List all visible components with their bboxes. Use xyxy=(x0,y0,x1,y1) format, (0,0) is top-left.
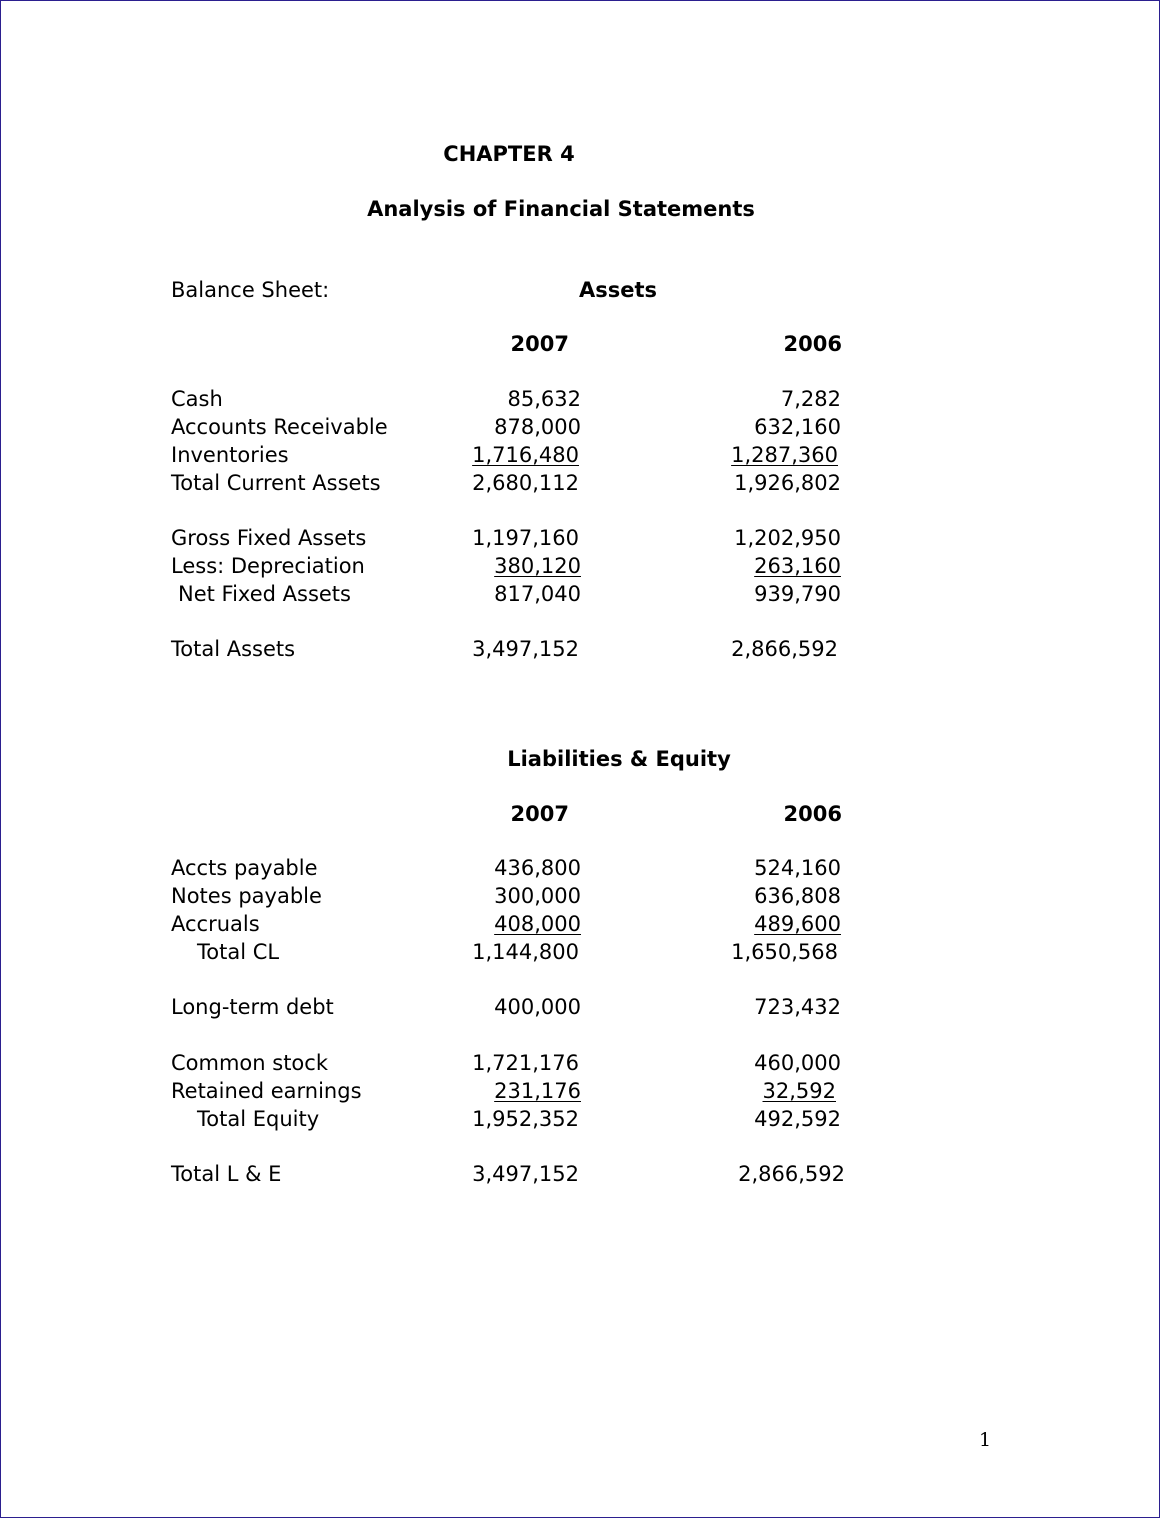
asset-value-2006: 263,160 xyxy=(754,554,841,578)
asset-label: Cash xyxy=(171,387,223,411)
liability-value-2007: 400,000 xyxy=(494,995,581,1019)
liability-value-2006: 489,600 xyxy=(754,912,841,936)
liability-label: Notes payable xyxy=(171,884,322,908)
liability-value-2007: 3,497,152 xyxy=(472,1162,579,1186)
liability-label: Accts payable xyxy=(171,856,318,880)
liabilities-year-2007: 2007 xyxy=(510,802,569,826)
page-number: 1 xyxy=(979,1429,992,1451)
asset-value-2007: 817,040 xyxy=(494,582,581,606)
liabilities-heading: Liabilities & Equity xyxy=(507,747,731,771)
asset-value-2006: 1,202,950 xyxy=(734,526,841,550)
asset-value-2007: 380,120 xyxy=(494,554,581,578)
asset-value-2006: 1,287,360 xyxy=(731,443,838,467)
liability-label: Total CL xyxy=(197,940,280,964)
liability-value-2006: 723,432 xyxy=(754,995,841,1019)
asset-value-2007: 3,497,152 xyxy=(472,637,579,661)
liability-value-2006: 636,808 xyxy=(754,884,841,908)
asset-label: Less: Depreciation xyxy=(171,554,365,578)
liability-value-2006: 32,592 xyxy=(762,1079,836,1103)
assets-year-2006: 2006 xyxy=(783,332,842,356)
asset-value-2006: 7,282 xyxy=(780,387,841,411)
page-title: Analysis of Financial Statements xyxy=(367,197,755,221)
asset-label: Gross Fixed Assets xyxy=(171,526,367,550)
asset-label: Accounts Receivable xyxy=(171,415,388,439)
liability-value-2007: 1,952,352 xyxy=(472,1107,579,1131)
assets-year-2007: 2007 xyxy=(510,332,569,356)
asset-value-2006: 1,926,802 xyxy=(734,471,841,495)
liability-value-2007: 408,000 xyxy=(494,912,581,936)
liability-value-2007: 1,144,800 xyxy=(472,940,579,964)
asset-value-2007: 878,000 xyxy=(494,415,581,439)
asset-value-2007: 1,197,160 xyxy=(472,526,579,550)
asset-label: Total Current Assets xyxy=(171,471,381,495)
asset-value-2007: 85,632 xyxy=(507,387,581,411)
liability-value-2007: 231,176 xyxy=(494,1079,581,1103)
assets-heading: Assets xyxy=(578,278,658,302)
liability-value-2007: 300,000 xyxy=(494,884,581,908)
liabilities-year-2006: 2006 xyxy=(783,802,842,826)
liability-value-2007: 436,800 xyxy=(494,856,581,880)
asset-label: Net Fixed Assets xyxy=(178,582,351,606)
asset-value-2006: 2,866,592 xyxy=(731,637,838,661)
liability-label: Accruals xyxy=(171,912,260,936)
liability-value-2006: 460,000 xyxy=(754,1051,841,1075)
liability-label: Retained earnings xyxy=(171,1079,362,1103)
liability-value-2007: 1,721,176 xyxy=(472,1051,579,1075)
liability-value-2006: 492,592 xyxy=(754,1107,841,1131)
liability-label: Long-term debt xyxy=(171,995,334,1019)
asset-value-2006: 939,790 xyxy=(754,582,841,606)
asset-value-2007: 1,716,480 xyxy=(472,443,579,467)
asset-label: Inventories xyxy=(171,443,289,467)
liability-value-2006: 2,866,592 xyxy=(738,1162,845,1186)
liability-label: Common stock xyxy=(171,1051,328,1075)
asset-value-2007: 2,680,112 xyxy=(472,471,579,495)
liability-value-2006: 1,650,568 xyxy=(731,940,838,964)
asset-value-2006: 632,160 xyxy=(754,415,841,439)
liability-label: Total Equity xyxy=(197,1107,320,1131)
chapter-heading: CHAPTER 4 xyxy=(443,142,575,166)
balance-sheet-label: Balance Sheet: xyxy=(171,278,330,302)
liability-value-2006: 524,160 xyxy=(754,856,841,880)
liability-label: Total L & E xyxy=(171,1162,282,1186)
asset-label: Total Assets xyxy=(171,637,296,661)
